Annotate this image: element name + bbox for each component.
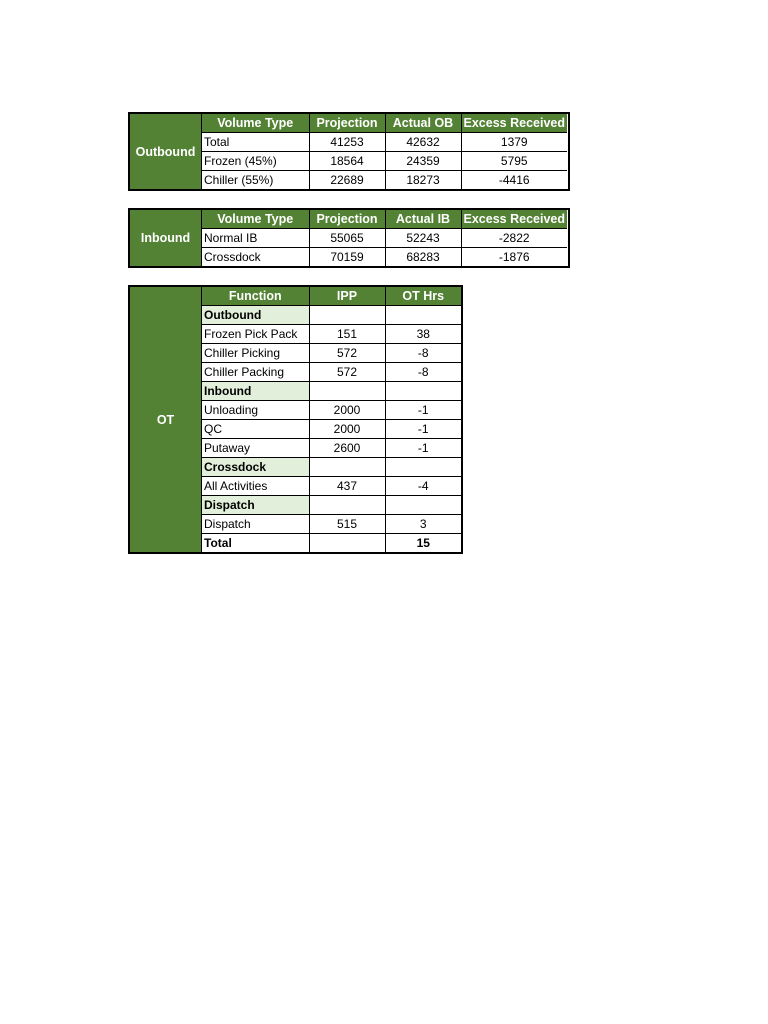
cell-volume-type[interactable]: Frozen (45%) (202, 152, 309, 171)
table-row (202, 420, 461, 439)
cell-ot-hrs[interactable] (385, 496, 461, 515)
cell-ipp[interactable] (309, 306, 385, 325)
cell-function[interactable]: Chiller Picking (202, 344, 309, 363)
cell-projection[interactable]: 55065 (309, 229, 385, 248)
inbound-header-row (202, 210, 567, 229)
section-row (202, 496, 461, 515)
section-row (202, 306, 461, 325)
cell-function[interactable]: Unloading (202, 401, 309, 420)
section-label-dispatch[interactable]: Dispatch (202, 496, 309, 515)
cell-ipp[interactable]: 2000 (309, 401, 385, 420)
cell-function[interactable]: Putaway (202, 439, 309, 458)
cell-function[interactable]: QC (202, 420, 309, 439)
cell-projection[interactable]: 70159 (309, 248, 385, 267)
ot-grid (202, 287, 461, 552)
inbound-grid (202, 210, 567, 266)
inbound-volume-table (128, 208, 570, 268)
header-ot-hrs: OT Hrs (385, 287, 461, 306)
cell-excess[interactable]: -2822 (461, 229, 567, 248)
outbound-grid (202, 114, 567, 189)
table-row (202, 344, 461, 363)
cell-function[interactable]: Dispatch (202, 515, 309, 534)
cell-ipp[interactable]: 2600 (309, 439, 385, 458)
table-row (202, 133, 567, 152)
cell-volume-type[interactable]: Crossdock (202, 248, 309, 267)
cell-projection[interactable]: 18564 (309, 152, 385, 171)
cell-excess[interactable]: 5795 (461, 152, 567, 171)
cell-ipp[interactable]: 2000 (309, 420, 385, 439)
table-row (202, 401, 461, 420)
cell-ot-hrs[interactable]: -4 (385, 477, 461, 496)
cell-projection[interactable]: 41253 (309, 133, 385, 152)
table-row (202, 171, 567, 190)
cell-actual[interactable]: 68283 (385, 248, 461, 267)
cell-actual[interactable]: 52243 (385, 229, 461, 248)
cell-excess[interactable]: 1379 (461, 133, 567, 152)
cell-actual[interactable]: 24359 (385, 152, 461, 171)
outbound-side-label: Outbound (130, 114, 202, 189)
cell-ipp[interactable] (309, 382, 385, 401)
cell-ipp[interactable] (309, 496, 385, 515)
cell-volume-type[interactable]: Chiller (55%) (202, 171, 309, 190)
header-projection: Projection (309, 210, 385, 229)
section-row (202, 458, 461, 477)
cell-volume-type[interactable]: Normal IB (202, 229, 309, 248)
cell-ipp[interactable]: 151 (309, 325, 385, 344)
outbound-header-row (202, 114, 567, 133)
cell-ot-hrs[interactable] (385, 306, 461, 325)
header-actual-ib: Actual IB (385, 210, 461, 229)
cell-ot-hrs[interactable]: -8 (385, 363, 461, 382)
cell-ot-hrs[interactable] (385, 458, 461, 477)
table-row (202, 325, 461, 344)
cell-ipp[interactable] (309, 534, 385, 553)
cell-projection[interactable]: 22689 (309, 171, 385, 190)
section-label-crossdock[interactable]: Crossdock (202, 458, 309, 477)
header-excess-received: Excess Received (461, 114, 567, 133)
total-row (202, 534, 461, 553)
cell-ot-hrs[interactable]: 38 (385, 325, 461, 344)
header-projection: Projection (309, 114, 385, 133)
cell-ipp[interactable]: 515 (309, 515, 385, 534)
outbound-volume-table (128, 112, 570, 191)
table-row (202, 363, 461, 382)
ot-side-label: OT (130, 287, 202, 552)
ot-table (128, 285, 463, 554)
cell-volume-type[interactable]: Total (202, 133, 309, 152)
section-label-inbound[interactable]: Inbound (202, 382, 309, 401)
cell-ipp[interactable] (309, 458, 385, 477)
cell-total-ot-hrs[interactable]: 15 (385, 534, 461, 553)
header-volume-type: Volume Type (202, 210, 309, 229)
ot-header-row (202, 287, 461, 306)
table-row (202, 515, 461, 534)
table-row (202, 152, 567, 171)
inbound-side-label: Inbound (130, 210, 202, 266)
header-ipp: IPP (309, 287, 385, 306)
cell-function[interactable]: Chiller Packing (202, 363, 309, 382)
header-function: Function (202, 287, 309, 306)
cell-actual[interactable]: 42632 (385, 133, 461, 152)
table-row (202, 229, 567, 248)
cell-total-label[interactable]: Total (202, 534, 309, 553)
cell-function[interactable]: Frozen Pick Pack (202, 325, 309, 344)
section-row (202, 382, 461, 401)
cell-ot-hrs[interactable]: -1 (385, 439, 461, 458)
cell-excess[interactable]: -1876 (461, 248, 567, 267)
table-row (202, 477, 461, 496)
cell-function[interactable]: All Activities (202, 477, 309, 496)
cell-ipp[interactable]: 437 (309, 477, 385, 496)
cell-excess[interactable]: -4416 (461, 171, 567, 190)
table-row (202, 439, 461, 458)
cell-actual[interactable]: 18273 (385, 171, 461, 190)
cell-ipp[interactable]: 572 (309, 363, 385, 382)
section-label-outbound[interactable]: Outbound (202, 306, 309, 325)
cell-ot-hrs[interactable]: -1 (385, 420, 461, 439)
cell-ipp[interactable]: 572 (309, 344, 385, 363)
header-actual-ob: Actual OB (385, 114, 461, 133)
cell-ot-hrs[interactable] (385, 382, 461, 401)
cell-ot-hrs[interactable]: -8 (385, 344, 461, 363)
table-row (202, 248, 567, 267)
cell-ot-hrs[interactable]: 3 (385, 515, 461, 534)
header-volume-type: Volume Type (202, 114, 309, 133)
header-excess-received: Excess Received (461, 210, 567, 229)
cell-ot-hrs[interactable]: -1 (385, 401, 461, 420)
